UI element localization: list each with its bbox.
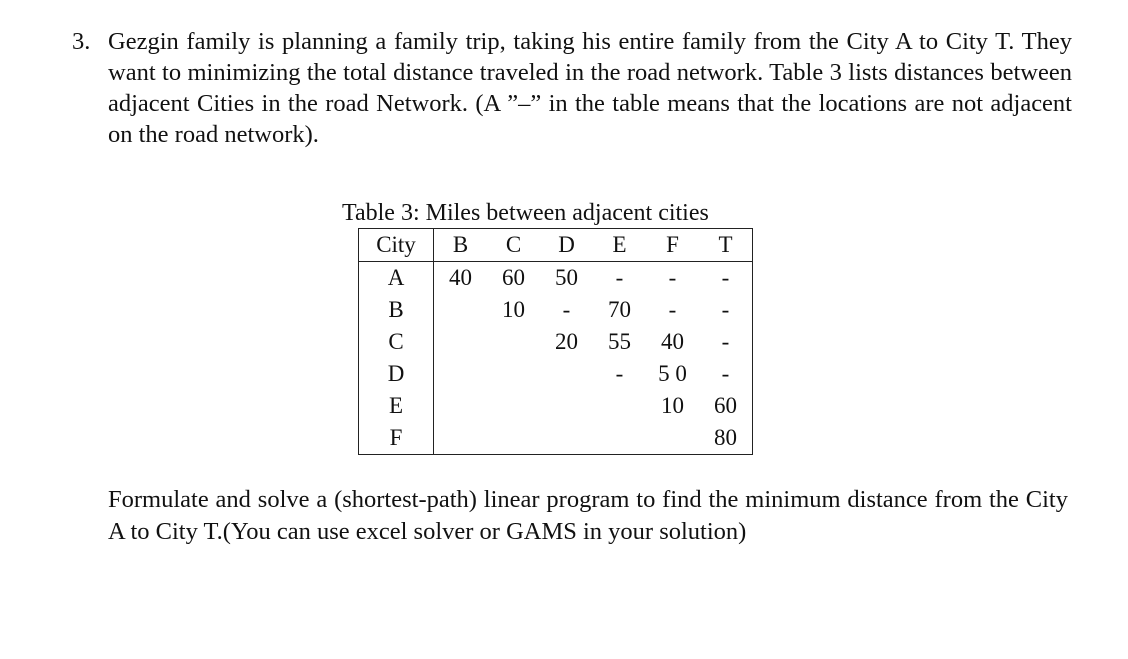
header-cell: D	[540, 229, 593, 262]
table-cell: -	[562, 297, 571, 322]
table-cell: -	[615, 265, 624, 290]
table-cell: -	[721, 297, 730, 322]
table-cell	[487, 358, 540, 390]
table-cell	[540, 422, 593, 455]
table-row	[359, 390, 753, 422]
table-row	[359, 262, 753, 295]
table-cell: 40	[449, 265, 472, 290]
table-row	[359, 326, 753, 358]
table-cell	[487, 390, 540, 422]
table-cell	[434, 358, 488, 390]
table-row	[359, 422, 753, 455]
table-cell: 5 0	[658, 361, 687, 386]
table-cell	[593, 422, 646, 455]
header-cell: C	[487, 229, 540, 262]
table-cell: D	[359, 358, 434, 390]
table-cell	[540, 358, 593, 390]
distance-table-section	[342, 198, 753, 455]
table-cell: 10	[661, 393, 684, 418]
table-cell: 60	[714, 393, 737, 418]
table-cell: -	[668, 265, 677, 290]
table-cell: C	[359, 326, 434, 358]
table-cell	[434, 326, 488, 358]
table-cell	[487, 422, 540, 455]
problem-text: Gezgin family is planning a family trip, taking his entire family from the City A to City T. They want to minimizing the total distance traveled in the road network. Table 3 lists distances between adjacent Cities in the road Network. (A ”–” in the table means that the locations are not adjacent on the road network).	[108, 28, 1072, 148]
table-header-row	[359, 229, 753, 262]
table-cell: 20	[555, 329, 578, 354]
table-cell	[487, 326, 540, 358]
header-cell: T	[699, 229, 753, 262]
table-cell: 60	[502, 265, 525, 290]
table-cell	[434, 422, 488, 455]
instruction-text: Formulate and solve a (shortest-path) linear program to find the minimum distance from the City A to City T.(You can use excel solver or GAMS in your solution)	[108, 486, 1068, 545]
table-cell	[593, 390, 646, 422]
distance-table	[358, 228, 753, 455]
problem-number: 3.	[72, 28, 91, 55]
table-cell: 70	[608, 297, 631, 322]
header-cell: B	[434, 229, 488, 262]
table-cell: -	[668, 297, 677, 322]
problem-statement	[72, 26, 1072, 150]
table-cell: -	[721, 265, 730, 290]
table-cell: A	[359, 262, 434, 295]
table-cell	[646, 422, 699, 455]
table-cell: -	[615, 361, 624, 386]
table-cell	[434, 390, 488, 422]
table-caption: Table 3: Miles between adjacent cities	[342, 200, 709, 226]
table-cell	[434, 294, 488, 326]
table-row	[359, 294, 753, 326]
table-cell	[540, 390, 593, 422]
table-cell: -	[721, 329, 730, 354]
table-row	[359, 358, 753, 390]
table-cell: 40	[661, 329, 684, 354]
table-cell: -	[721, 361, 730, 386]
table-cell: 55	[608, 329, 631, 354]
header-cell: E	[593, 229, 646, 262]
table-cell: 10	[502, 297, 525, 322]
table-cell: F	[359, 422, 434, 455]
header-cell: City	[359, 229, 434, 262]
table-cell: 80	[714, 425, 737, 450]
table-cell: B	[359, 294, 434, 326]
table-cell: E	[359, 390, 434, 422]
header-cell: F	[646, 229, 699, 262]
table-cell: 50	[555, 265, 578, 290]
